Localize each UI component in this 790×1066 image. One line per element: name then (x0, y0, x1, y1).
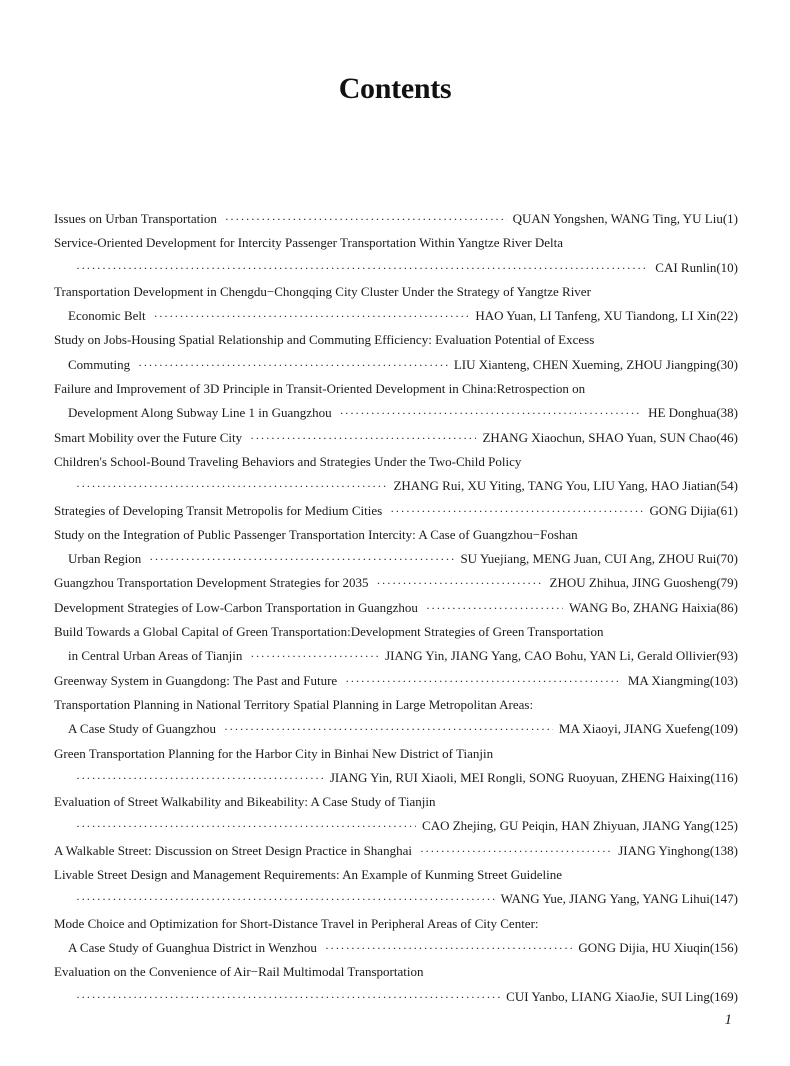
entry-authors-page: SU Yuejiang, MENG Juan, CUI Ang, ZHOU Rui(70) (460, 551, 738, 567)
entry-title: Failure and Improvement of 3D Principle in Transit-Oriented Development in China:Retrospection on (54, 381, 586, 397)
entry-title: Mode Choice and Optimization for Short-Distance Travel in Peripheral Areas of City Center: (54, 915, 539, 931)
toc-entry[interactable] (54, 426, 738, 450)
entry-title: Strategies of Developing Transit Metropolis for Medium Cities (54, 502, 383, 518)
entry-authors-page: CAO Zhejing, GU Peiqin, HAN Zhiyuan, JIANG Yang(125) (422, 818, 738, 834)
dot-leader (76, 766, 324, 790)
entry-title: Evaluation on the Convenience of Air−Rail Multimodal Transportation (54, 964, 424, 980)
entry-title: Study on Jobs-Housing Spatial Relationship and Commuting Efficiency: Evaluation Potential of Excess (54, 332, 595, 348)
dot-leader (76, 474, 387, 498)
entry-title: Study on the Integration of Public Passenger Transportation Intercity: A Case of Guangzhou−Foshan (54, 526, 578, 542)
entry-title: Green Transportation Planning for the Harbor City in Binhai New District of Tianjin (54, 745, 494, 761)
page-number: 1 (724, 1012, 732, 1028)
entry-authors-page: CUI Yanbo, LIANG XiaoJie, SUI Ling(169) (506, 988, 738, 1004)
entry-title-cont: A Case Study of Guanghua District in Wenzhou (68, 939, 317, 955)
dot-leader (390, 499, 643, 523)
toc-entry-continuation (54, 474, 738, 498)
toc-entry-continuation (54, 644, 738, 668)
dot-leader (76, 985, 500, 1009)
dot-leader (345, 669, 622, 693)
toc-entry[interactable] (54, 523, 738, 547)
entry-title: Transportation Development in Chengdu−Chongqing City Cluster Under the Strategy of Yangtze River (54, 283, 591, 299)
toc-entry[interactable] (54, 450, 738, 474)
dot-leader (138, 353, 448, 377)
toc-entry[interactable] (54, 693, 738, 717)
entry-authors-page: HE Donghua(38) (648, 405, 738, 421)
entry-title: Children's School-Bound Traveling Behaviors and Strategies Under the Two-Child Policy (54, 453, 522, 469)
entry-title: Evaluation of Street Walkability and Bikeability: A Case Study of Tianjin (54, 794, 436, 810)
toc-entry[interactable] (54, 863, 738, 887)
toc-entry[interactable] (54, 499, 738, 523)
toc-entry[interactable] (54, 207, 738, 231)
dot-leader (426, 596, 563, 620)
toc-entry-continuation (54, 985, 738, 1009)
entry-authors-page: ZHANG Xiaochun, SHAO Yuan, SUN Chao(46) (482, 429, 738, 445)
entry-authors-page: JIANG Yinghong(138) (618, 842, 738, 858)
toc-entry[interactable] (54, 328, 738, 352)
dot-leader (250, 644, 379, 668)
toc-entry[interactable] (54, 571, 738, 595)
dot-leader (76, 887, 495, 911)
dot-leader (420, 839, 612, 863)
page-title: Contents (338, 72, 452, 105)
dot-leader (154, 304, 470, 328)
toc-entry[interactable] (54, 669, 738, 693)
entry-title-cont: in Central Urban Areas of Tianjin (68, 648, 243, 664)
entry-authors-page: MA Xiaoyi, JIANG Xuefeng(109) (558, 721, 738, 737)
toc-entry-continuation (54, 256, 738, 280)
table-of-contents (54, 207, 738, 1009)
entry-title-cont: Commuting (68, 356, 131, 372)
entry-authors-page: GONG Dijia(61) (649, 502, 738, 518)
toc-entry[interactable] (54, 839, 738, 863)
dot-leader (224, 717, 553, 741)
toc-entry[interactable] (54, 742, 738, 766)
toc-entry-continuation (54, 304, 738, 328)
entry-title: Development Strategies of Low-Carbon Transportation in Guangzhou (54, 599, 418, 615)
dot-leader (149, 547, 454, 571)
toc-entry-continuation (54, 717, 738, 741)
entry-title: A Walkable Street: Discussion on Street Design Practice in Shanghai (54, 842, 412, 858)
entry-authors-page: ZHOU Zhihua, JING Guosheng(79) (549, 575, 738, 591)
toc-entry[interactable] (54, 960, 738, 984)
entry-title: Guangzhou Transportation Development Strategies for 2035 (54, 575, 369, 591)
entry-title: Greenway System in Guangdong: The Past and Future (54, 672, 338, 688)
entry-authors-page: JIANG Yin, RUI Xiaoli, MEI Rongli, SONG Ruoyuan, ZHENG Haixing(116) (329, 769, 738, 785)
toc-entry-continuation (54, 814, 738, 838)
entry-authors-page: LIU Xianteng, CHEN Xueming, ZHOU Jiangping(30) (453, 356, 738, 372)
entry-title-cont: Urban Region (68, 551, 142, 567)
toc-entry[interactable] (54, 912, 738, 936)
entry-authors-page: HAO Yuan, LI Tanfeng, XU Tiandong, LI Xin(22) (475, 308, 738, 324)
toc-entry-continuation (54, 936, 738, 960)
entry-title: Build Towards a Global Capital of Green Transportation:Development Strategies of Green Transportation (54, 624, 604, 640)
entry-authors-page: QUAN Yongshen, WANG Ting, YU Liu(1) (512, 211, 738, 226)
toc-entry[interactable] (54, 231, 738, 255)
toc-entry-continuation (54, 353, 738, 377)
entry-title-cont: Economic Belt (68, 308, 146, 324)
dot-leader (76, 814, 416, 838)
dot-leader (225, 207, 507, 231)
dot-leader (325, 936, 572, 960)
toc-entry[interactable] (54, 790, 738, 814)
entry-title-cont: A Case Study of Guangzhou (68, 721, 217, 737)
entry-authors-page: MA Xiangming(103) (627, 672, 738, 688)
entry-title: Transportation Planning in National Territory Spatial Planning in Large Metropolitan Areas: (54, 696, 534, 712)
toc-entry-continuation (54, 887, 738, 911)
toc-entry-continuation (54, 401, 738, 425)
entry-title: Issues on Urban Transportation (54, 211, 217, 226)
dot-leader (76, 256, 649, 280)
entry-authors-page: GONG Dijia, HU Xiuqin(156) (578, 939, 738, 955)
entry-authors-page: WANG Bo, ZHANG Haixia(86) (569, 599, 738, 615)
entry-title: Service-Oriented Development for Intercity Passenger Transportation Within Yangtze River Delta (54, 235, 564, 251)
entry-authors-page: JIANG Yin, JIANG Yang, CAO Bohu, YAN Li, Gerald Ollivier(93) (385, 648, 738, 664)
dot-leader (250, 426, 476, 450)
toc-entry[interactable] (54, 280, 738, 304)
entry-title-cont: Development Along Subway Line 1 in Guangzhou (68, 405, 332, 421)
dot-leader (376, 571, 543, 595)
toc-entry[interactable] (54, 620, 738, 644)
toc-entry-continuation (54, 766, 738, 790)
dot-leader (340, 401, 643, 425)
entry-title: Livable Street Design and Management Requirements: An Example of Kunming Street Guideline (54, 867, 562, 883)
toc-entry-continuation (54, 547, 738, 571)
entry-title: Smart Mobility over the Future City (54, 429, 243, 445)
entry-authors-page: WANG Yue, JIANG Yang, YANG Lihui(147) (500, 891, 738, 907)
entry-authors-page: ZHANG Rui, XU Yiting, TANG You, LIU Yang, HAO Jiatian(54) (393, 478, 738, 494)
entry-authors-page: CAI Runlin(10) (655, 259, 738, 275)
toc-entry[interactable] (54, 596, 738, 620)
toc-entry[interactable] (54, 377, 738, 401)
